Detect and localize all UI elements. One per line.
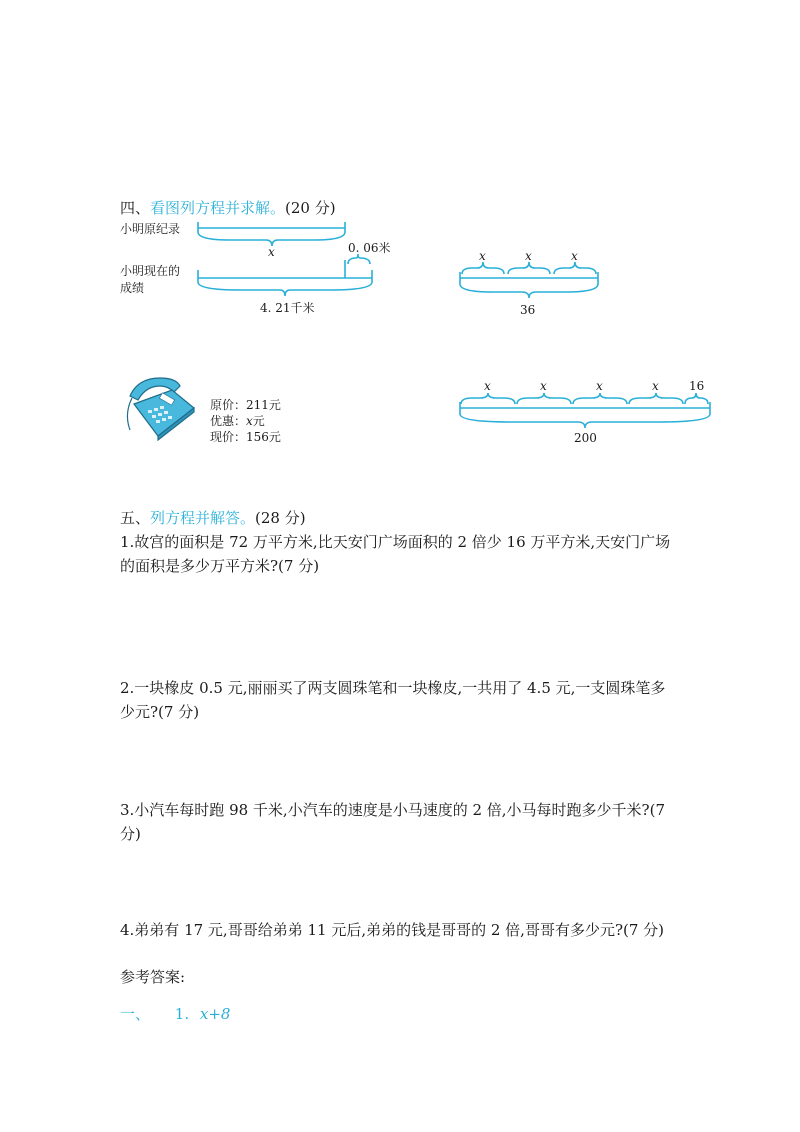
diagram2-total-label: 36 <box>520 303 536 317</box>
section-5-number: 五、 <box>120 509 151 527</box>
section-4-number: 四、 <box>120 199 151 217</box>
diagram2-line-diagram <box>452 248 612 324</box>
section-4-heading: 看图列方程并求解。 <box>150 199 286 217</box>
diagram4-total-label: 200 <box>574 431 597 445</box>
diagram4-var-4: x <box>652 380 659 393</box>
diagram4-var-3: x <box>596 380 603 393</box>
diagram1-var-label: x <box>268 245 275 259</box>
diagram1-line-diagram <box>190 212 410 322</box>
telephone-icon <box>120 374 200 442</box>
price-discount-var: x <box>246 414 253 428</box>
diagram4-extra-label: 16 <box>689 380 705 393</box>
diagram2-var-2: x <box>525 249 532 263</box>
diagram4-var-2: x <box>540 380 547 393</box>
question-1: 1.故宫的面积是 72 万平方米,比天安门广场面积的 2 倍少 16 万平方米,天安门广场的面积是多少万平方米?(7 分) <box>120 533 671 575</box>
answer-item-number: 1. <box>174 1005 190 1023</box>
diagram4-var-1: x <box>484 380 491 393</box>
section-5-score: (28 分) <box>255 509 306 527</box>
price-discount-suffix: 元 <box>252 414 265 428</box>
diagram4-line-diagram <box>452 380 722 448</box>
price-now: 现价：156元 <box>210 430 281 444</box>
price-original: 原价：211元 <box>210 398 281 412</box>
diagram1-row2-label-line2: 成绩 <box>120 281 145 295</box>
price-discount <box>210 412 265 429</box>
price-discount-prefix: 优惠： <box>210 414 247 428</box>
question-3: 3.小汽车每时跑 98 千米,小汽车的速度是小马速度的 2 倍,小马每时跑多少千米?(7 分) <box>120 801 665 843</box>
section-4-score: (20 分) <box>285 199 336 217</box>
diagram2-var-1: x <box>479 249 486 263</box>
answer-1 <box>120 1003 230 1024</box>
diagram1-total-label: 4. 21千米 <box>260 301 315 315</box>
diagram1-row2-label-line1: 小明现在的 <box>120 264 181 278</box>
question-4: 4.弟弟有 17 元,哥哥给弟弟 11 元后,弟弟的钱是哥哥的 2 倍,哥哥有多少元?(7 分) <box>120 921 665 939</box>
answer-value: x+8 <box>199 1005 231 1023</box>
diagram1-extra-label: 0. 06米 <box>348 241 391 255</box>
answers-heading: 参考答案: <box>120 968 186 986</box>
question-2: 2.一块橡皮 0.5 元,丽丽买了两支圆珠笔和一块橡皮,一共用了 4.5 元,一支圆珠笔多少元?(7 分) <box>120 679 666 721</box>
section-5-title <box>120 507 306 528</box>
answer-section-number: 一、 <box>120 1005 151 1023</box>
section-5-heading: 列方程并解答。 <box>150 509 256 527</box>
diagram1-row1-label: 小明原纪录 <box>120 222 181 236</box>
diagram2-var-3: x <box>571 249 578 263</box>
